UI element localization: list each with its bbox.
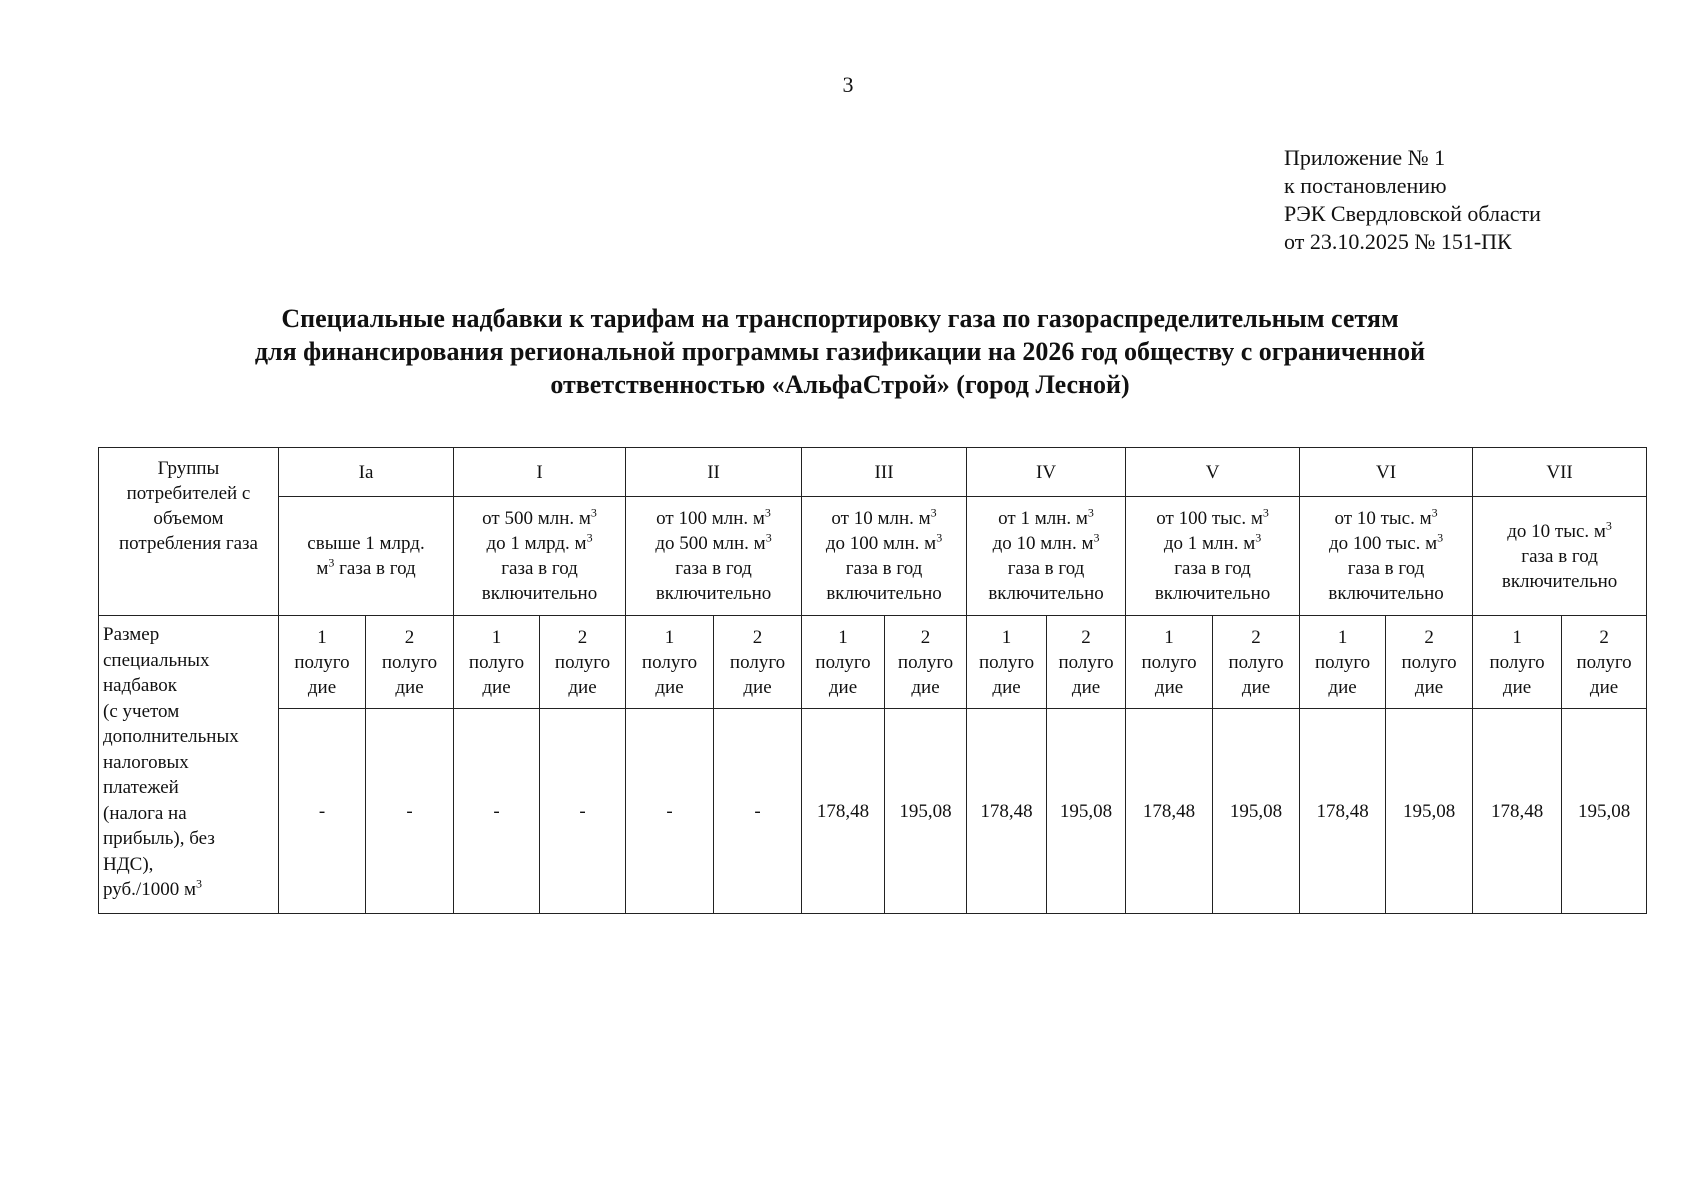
- half-word: полуго: [1058, 651, 1114, 673]
- half-year-1-header: [454, 616, 540, 709]
- range-unit-sup: 3: [590, 505, 597, 520]
- range-text: [804, 506, 964, 531]
- half-num: 2: [1251, 626, 1261, 648]
- half-year-2-header: [714, 616, 802, 709]
- half-num: 2: [920, 626, 931, 648]
- appendix-line: от 23.10.2025 № 151-ПК: [1284, 229, 1512, 254]
- range-text: газа в год: [501, 558, 578, 579]
- range-unit-sup: 3: [1262, 505, 1269, 520]
- group-name-row: [99, 448, 1647, 497]
- header-label-line: потребителей с: [126, 483, 251, 504]
- half-word: дие: [911, 676, 940, 698]
- range-part: до 10 млн. м: [992, 533, 1094, 554]
- half-word: полуго: [1576, 651, 1632, 673]
- row-label-unit: [103, 877, 274, 903]
- range-part: до 500 млн. м: [655, 533, 766, 554]
- half-year-2-header: [885, 616, 967, 709]
- half-word: полуго: [1401, 651, 1457, 673]
- range-unit-sup: 3: [328, 555, 335, 570]
- range-unit-sup: 3: [1255, 530, 1262, 545]
- value-cell: 195,08: [885, 709, 967, 914]
- title-line: для финансирования региональной программы газификации на 2026 год обществу с ограниченной: [254, 337, 1426, 366]
- half-num: 1: [1512, 626, 1522, 648]
- half-num: 2: [1599, 626, 1609, 648]
- range-text: свыше 1 млрд.: [307, 533, 425, 554]
- range-text: газа в год: [675, 558, 752, 579]
- range-part: до 1 млрд. м: [486, 533, 587, 554]
- group-i-range: [454, 497, 626, 616]
- half-year-1-header: [1300, 616, 1386, 709]
- range-part: от 100 тыс. м: [1156, 508, 1263, 529]
- half-word: полуго: [1314, 651, 1371, 673]
- row-label-line: специальных: [103, 649, 210, 671]
- range-text: включительно: [1328, 583, 1444, 604]
- group-iii-range: [802, 497, 967, 616]
- half-year-2-header: [1562, 616, 1647, 709]
- range-text: [1302, 531, 1470, 556]
- half-year-2-header: [1213, 616, 1300, 709]
- row-label-line: налоговых: [103, 751, 189, 773]
- range-unit-sup: 3: [1431, 505, 1438, 520]
- half-num: 2: [1424, 626, 1434, 648]
- surcharge-size-label: [99, 616, 279, 914]
- value-cell: 195,08: [1047, 709, 1126, 914]
- value-cell: 178,48: [1126, 709, 1213, 914]
- row-label-line: НДС),: [103, 853, 154, 875]
- half-word: дие: [568, 676, 597, 698]
- half-word: полуго: [1489, 651, 1545, 673]
- group-vii-name: VII: [1473, 448, 1647, 497]
- range-unit-sup: 3: [1437, 530, 1444, 545]
- tariff-table: [98, 447, 1647, 914]
- half-year-2-header: [1386, 616, 1473, 709]
- half-num: 1: [317, 626, 327, 648]
- half-year-1-header: [967, 616, 1047, 709]
- range-text: [456, 506, 623, 531]
- group-ii-range: [626, 497, 802, 616]
- half-word: дие: [655, 676, 684, 698]
- range-text: [804, 531, 964, 556]
- half-word: дие: [1328, 676, 1357, 698]
- range-text: включительно: [1154, 583, 1271, 604]
- half-word: полуго: [978, 651, 1035, 673]
- range-text: [281, 556, 451, 581]
- half-year-2-header: [366, 616, 454, 709]
- appendix-note: [1284, 144, 1541, 256]
- half-word: дие: [1154, 676, 1184, 698]
- half-word: полуго: [554, 651, 611, 673]
- half-word: полуго: [1228, 651, 1284, 673]
- range-part: от 100 млн. м: [656, 508, 765, 529]
- value-cell: -: [366, 709, 454, 914]
- surcharge-values-row: [99, 709, 1647, 914]
- half-num: 2: [752, 626, 763, 648]
- half-year-1-header: [1126, 616, 1213, 709]
- half-word: дие: [1589, 676, 1619, 698]
- range-text: газа в год: [1007, 558, 1085, 579]
- range-unit-sup: 3: [586, 530, 593, 545]
- half-num: 1: [1001, 626, 1012, 648]
- half-num: 2: [1081, 626, 1091, 648]
- page-number: 3: [842, 72, 854, 97]
- range-text: [628, 506, 799, 531]
- range-text: [1128, 506, 1297, 531]
- group-iv-name: IV: [967, 448, 1126, 497]
- half-num: 1: [838, 626, 848, 648]
- range-text: газа в год: [1174, 558, 1251, 579]
- range-part: до 100 млн. м: [825, 533, 937, 554]
- row-label-line: Размер: [103, 624, 160, 645]
- appendix-line: Приложение № 1: [1284, 145, 1446, 170]
- range-unit-sup: 3: [936, 530, 943, 545]
- group-v-range: [1126, 497, 1300, 616]
- half-word: дие: [1241, 676, 1271, 698]
- group-range-row: [99, 497, 1647, 616]
- value-cell: -: [626, 709, 714, 914]
- half-year-1-header: [279, 616, 366, 709]
- half-year-1-header: [626, 616, 714, 709]
- half-year-2-header: [540, 616, 626, 709]
- title-line: ответственностью «АльфаСтрой» (город Лесной): [550, 370, 1130, 399]
- consumer-groups-header: [99, 448, 279, 616]
- half-word: полуго: [641, 651, 698, 673]
- half-num: 2: [404, 626, 415, 648]
- half-word: дие: [1502, 676, 1532, 698]
- header-label-line: потребления газа: [119, 533, 258, 554]
- header-label-line: объемом: [153, 508, 224, 529]
- half-word: полуго: [729, 651, 786, 673]
- half-year-1-header: [1473, 616, 1562, 709]
- range-text: включительно: [1501, 570, 1618, 592]
- range-unit-sup: 3: [764, 505, 771, 520]
- range-text: газа в год: [845, 558, 923, 579]
- group-ia-name: Ia: [279, 448, 454, 497]
- range-part: от 500 млн. м: [482, 508, 591, 529]
- range-text: включительно: [988, 583, 1104, 604]
- range-text: [969, 531, 1123, 556]
- group-iv-range: [967, 497, 1126, 616]
- value-cell: -: [714, 709, 802, 914]
- range-part: до 100 тыс. м: [1328, 533, 1438, 554]
- half-year-1-header: [802, 616, 885, 709]
- row-label-line: надбавок: [103, 675, 177, 696]
- range-part: от 10 млн. м: [831, 508, 931, 529]
- range-text: [969, 506, 1123, 531]
- half-word: дие: [1071, 676, 1101, 698]
- half-year-2-header: [1047, 616, 1126, 709]
- group-iii-name: III: [802, 448, 967, 497]
- half-word: дие: [992, 676, 1021, 698]
- appendix-line: РЭК Свердловской области: [1284, 201, 1541, 226]
- value-cell: -: [540, 709, 626, 914]
- appendix-line: к постановлению: [1284, 173, 1447, 198]
- row-label-line: прибыль), без: [103, 828, 215, 849]
- range-unit-sup: 3: [765, 530, 772, 545]
- value-cell: -: [454, 709, 540, 914]
- range-part: до 10 тыс. м: [1507, 520, 1606, 542]
- row-label-line: (налога на: [103, 802, 187, 824]
- half-num: 1: [491, 626, 502, 648]
- range-text-tail: газа в год: [334, 558, 416, 579]
- range-unit-sup: 3: [1087, 505, 1094, 520]
- half-word: дие: [395, 676, 424, 698]
- half-num: 1: [1164, 626, 1174, 648]
- group-ia-range: [279, 497, 454, 616]
- value-cell: 178,48: [802, 709, 885, 914]
- row-label-line: (с учетом: [103, 700, 180, 722]
- value-cell: 195,08: [1386, 709, 1473, 914]
- value-cell: 178,48: [1300, 709, 1386, 914]
- value-cell: -: [279, 709, 366, 914]
- half-year-row: [99, 616, 1647, 709]
- group-i-name: I: [454, 448, 626, 497]
- range-part: до 1 млн. м: [1163, 533, 1256, 554]
- range-text: включительно: [655, 583, 772, 604]
- unit-sup: 3: [195, 876, 202, 891]
- range-unit-sup: 3: [930, 505, 937, 520]
- group-ii-name: II: [626, 448, 802, 497]
- half-num: 1: [664, 626, 675, 648]
- range-unit-sup: 3: [1605, 518, 1612, 533]
- half-num: 2: [577, 626, 588, 648]
- row-label-line: платежей: [103, 777, 179, 798]
- range-text: [1475, 519, 1644, 544]
- range-text: [456, 531, 623, 556]
- group-vi-range: [1300, 497, 1473, 616]
- unit-text: руб./1000 м: [103, 879, 196, 900]
- range-text: включительно: [826, 583, 942, 604]
- value-cell: 195,08: [1213, 709, 1300, 914]
- range-part: от 1 млн. м: [998, 508, 1088, 529]
- half-word: дие: [743, 676, 772, 698]
- range-text: [1128, 531, 1297, 556]
- half-num: 1: [1337, 626, 1348, 648]
- range-text: газа в год: [1521, 545, 1598, 567]
- document-title: [100, 302, 1580, 401]
- range-unit-sup: 3: [1093, 530, 1100, 545]
- group-v-name: V: [1126, 448, 1300, 497]
- value-cell: 195,08: [1562, 709, 1647, 914]
- half-word: полуго: [468, 651, 525, 673]
- half-word: полуго: [815, 651, 871, 673]
- value-cell: 178,48: [967, 709, 1047, 914]
- half-word: полуго: [1141, 651, 1197, 673]
- half-word: полуго: [897, 651, 954, 673]
- group-vii-range: [1473, 497, 1647, 616]
- half-word: дие: [482, 676, 511, 698]
- title-line: Специальные надбавки к тарифам на транспортировку газа по газораспределительным сетям: [281, 304, 1399, 333]
- range-text: [628, 531, 799, 556]
- half-word: полуго: [381, 651, 438, 673]
- half-word: дие: [307, 676, 337, 698]
- half-word: дие: [828, 676, 858, 698]
- header-label-line: Группы: [157, 458, 220, 479]
- row-label-line: дополнительных: [103, 726, 239, 747]
- range-unit: м: [316, 558, 329, 579]
- range-text: газа в год: [1347, 558, 1425, 579]
- half-word: полуго: [294, 651, 350, 673]
- half-word: дие: [1414, 676, 1444, 698]
- range-text: [1302, 506, 1470, 531]
- range-text: включительно: [481, 583, 598, 604]
- range-part: от 10 тыс. м: [1334, 508, 1432, 529]
- value-cell: 178,48: [1473, 709, 1562, 914]
- group-vi-name: VI: [1300, 448, 1473, 497]
